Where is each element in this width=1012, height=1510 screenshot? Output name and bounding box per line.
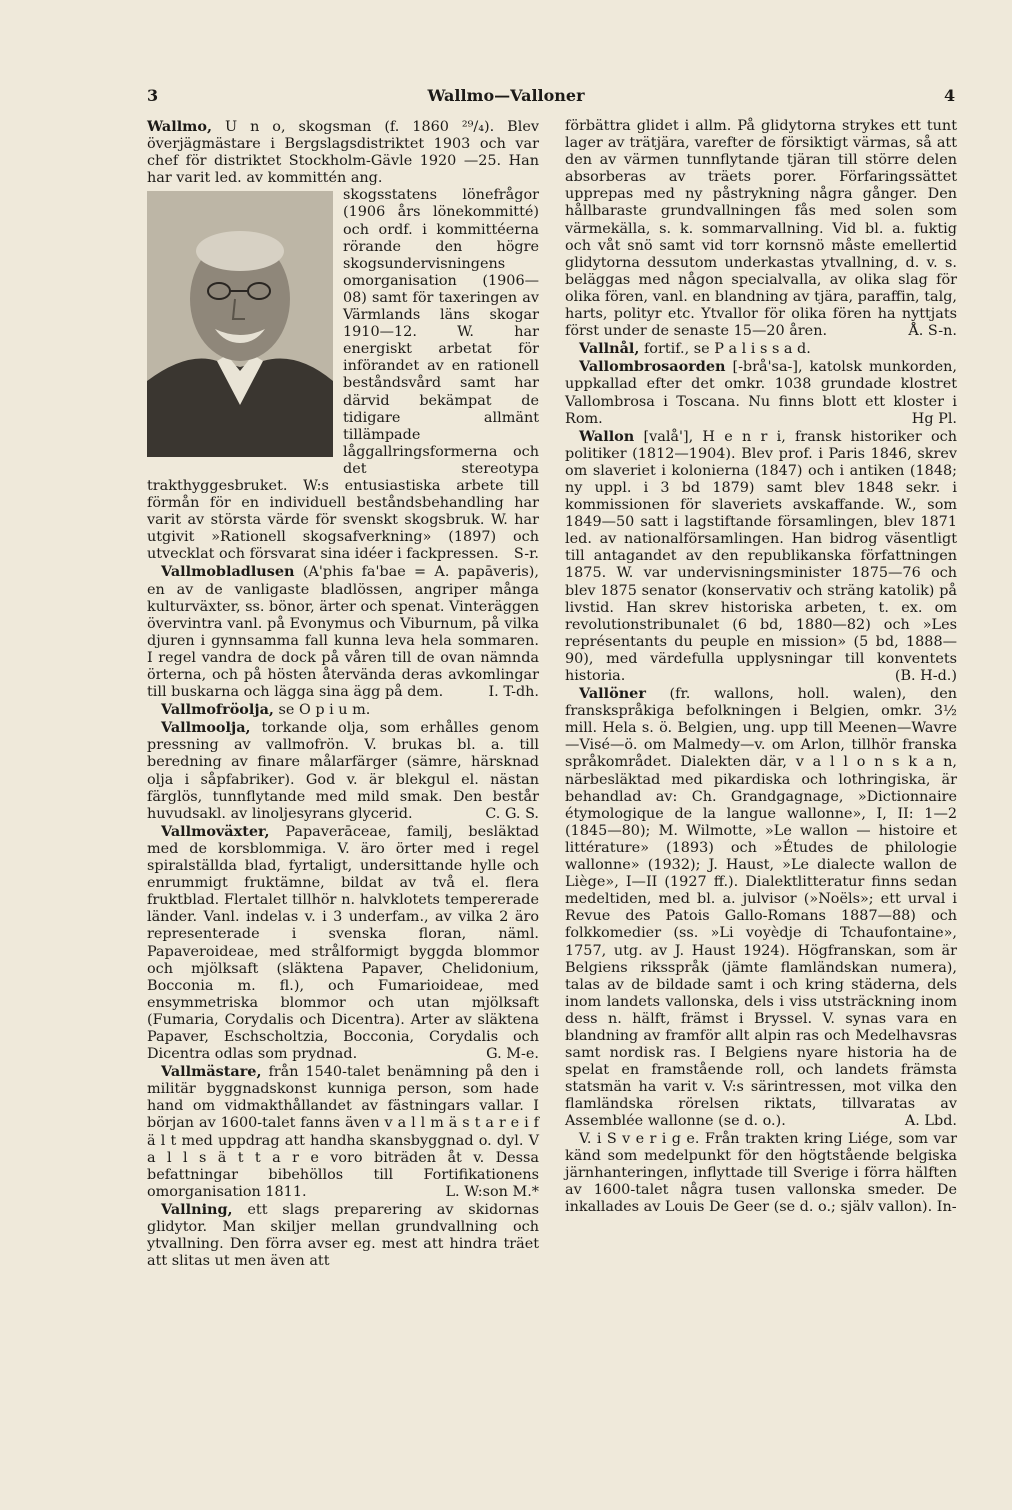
portrait-photo bbox=[147, 191, 333, 457]
entry-term: Wallmo, bbox=[147, 118, 213, 135]
entry-vallmofroolja bbox=[147, 701, 539, 719]
author-signature: S-r. bbox=[513, 546, 539, 563]
entry-text: se O p i u m. bbox=[278, 702, 371, 719]
author-signature: Å. S-n. bbox=[908, 323, 957, 340]
entry-text: (A'phis fa'bae = A. papāveris), en av de vanligaste bladlössen, angriper många kulturväxter, ss. bönor, ärter och spenat. Vinteräggen övervintra vanl. på Evonymus och Viburnum, på vilka djuren i gynnsamma fall kunna leva hela sommaren. I regel vandra de dock på våren till de ovan nämnda örterna, och på hösten återvända deras avkomlingar till buskarna och lägga sina ägg på dem. bbox=[147, 564, 539, 701]
author-signature: I. T-dh. bbox=[488, 684, 539, 701]
entry-text: Papaverāceae, familj, besläktad med de korsblommiga. V. äro örter med i regel spiralställda blad, fyrtaligt, undersittande hylle och enrummigt fruktämne, bildat av två el. flera fruktblad. Flertalet tillhör n. halvklotets tempererade länder. Vanl. indelas v. i 3 underfam., av vilka 2 äro representerade i svenska floran, näml. Papaveroideae, med strålformigt byggda blommor och mjölksaft (släktena Papaver, Chelidonium, Bocconia m. fl.), och Fumarioideae, med ensymmetriska blommor och utan mjölksaft (Fumaria, Corydalis och Dicentra). Arter av släktena Papaver, Eschscholtzia, Bocconia, Corydalis och Dicentra odlas som prydnad. bbox=[147, 823, 540, 1063]
entry-text: [-brå'sa-], katolsk munkorden, uppkallad efter det omkr. 1038 grundade klostret Vallombrosa i Toscana. Nu finns blott ett kloster i Rom. bbox=[565, 359, 957, 427]
entry-term: Vallombrosaorden bbox=[579, 358, 726, 376]
entry-term: Vallmofröolja, bbox=[161, 701, 274, 719]
author-signature: (B. H-d.) bbox=[894, 668, 957, 684]
entry-term: Vallmoväxter, bbox=[161, 822, 270, 840]
page-number-left: 3 bbox=[147, 86, 159, 105]
entry-text: V. i S v e r i g e. Från trakten kring Liége, som var känd som medelpunkt för den högtstående belgiska järnhanteringen, inflyttade till Sverige i förra hälften av 1600-talet några tusen vallonska smeder. De inkallades av Louis De Geer (se d. o.; själv vallon). In- bbox=[565, 1130, 957, 1215]
entry-term: Vallnål, bbox=[579, 340, 640, 358]
entry-text: skogsstatens lönefrågor (1906 års lönekommitté) och ordf. i kommittéerna rörande den högre skogsundervisningens omorganisation (1906—08) samt för taxeringen av Värmlands läns skogar 1910—12. W. har energiskt arbetat för införandet av en rationell beståndsvård samt har därvid bekämpat de tidigare allmänt tillämpade låggallringsformerna och det stereotypa trakthyggesbruket. W:s entusiastiska arbete till förmån för en individuell beståndsbehandling har varit av största värde för svenskt skogsbruk. W. har utgivit »Rationell skogsafverkning» (1897) och utvecklat och försvarat sina idéer i fackpressen. bbox=[147, 187, 539, 563]
entry-wallon bbox=[565, 428, 957, 685]
running-title: Wallmo—Valloner bbox=[427, 86, 585, 105]
entry-vallombrosaorden bbox=[565, 358, 957, 427]
entry-text: (fr. wallons, holl. walen), den franskspråkiga befolkningen i Belgien, omkr. 3½ mill. Hela s. ö. Belgien, ung. upp till Meenen—Wavre—Visé—ö. om Malmedy—v. om Arlon, tillhör franska språkområdet. Dialekten där, v a l l o n s k a n, närbesläktad med pikardiska och lothringiska, är behandlad av: Ch. Grandgagnage, »Dictionnaire étymologique de la langue wallonne», I, II: 1—2 (1845—80); M. Wilmotte, »Le wallon — histoire et littérature» (1893) och »Études de philologie wallonne» (1932); J. Haust, »Le dialecte wallon de Liège», I—II (1927 ff.). Dialektlitteratur finns sedan medeltiden, med bl. a. julvisor (»Noëls»; ett urval i Revue des Patois Gallo-Romans 1887—88) och folkkomedier (ss. »Li voyèdje di Tchaufontaine», 1757, utg. av J. Haust 1924). Högfranskan, som är Belgiens riksspråk (jämte flamländskan numera), talas av de bildade samt i och kring städerna, dels inom landets vallonska, dels i viss utsträckning inom dess n. hälft, främst i Bryssel. V. synas vara en blandning av framför allt alpin ras och Medelhavsras samt nordisk ras. I Belgiens nyare historia ha de spelat en framstående roll, och landets främsta statsmän ha varit v. V:s särintressen, mot vilka den flamländska rörelsen riktats, tillvaratas av Assemblée wallonne (se d. o.). bbox=[565, 686, 957, 1130]
entry-text: [valå'], H e n r i, fransk historiker och politiker (1812—1904). Blev prof. i Paris 1846, skrev om slaveriet i kolonierna (1847) och i antiken (1848; ny uppl. i 3 bd 1879) samt blev 1848 sekr. i kommissionen för slaveriets avskaffande. W., som 1849—50 satt i lagstiftande församlingen, blev 1871 led. av nationalförsamlingen. Han bidrog väsentligt till antagandet av den republikanska författningen 1875. W. var undervisningsminister 1875—76 och blev 1875 senator (konservativ och sträng katolik) på livstid. Han skrev historiska arbeten, t. ex. om revolutionstribunalet (6 bd, 1880—82) och »Les représentants du peuple en mission» (5 bd, 1888—90), med värdefulla upplysningar till konventets historia. bbox=[565, 428, 958, 684]
entry-text: ett slags preparering av skidornas glidytor. Man skiljer mellan grundvallning och ytvallning. Den förra avser eg. mest att hindra träet att slitas ut men även att bbox=[147, 1201, 539, 1270]
entry-vallning bbox=[147, 1201, 539, 1270]
entry-vallning-cont bbox=[565, 118, 957, 340]
left-column bbox=[147, 118, 539, 1270]
author-signature: G. M-e. bbox=[486, 1046, 539, 1063]
author-signature: C. G. S. bbox=[485, 805, 539, 822]
author-signature: L. W:son M.* bbox=[445, 1183, 539, 1200]
entry-valloner-sverige bbox=[565, 1131, 957, 1216]
entry-vallmastare bbox=[147, 1063, 539, 1201]
entry-term: Vallmobladlusen bbox=[161, 563, 295, 581]
right-column bbox=[565, 118, 957, 1216]
page-number-right: 4 bbox=[944, 86, 956, 105]
author-signature: Hg Pl. bbox=[911, 410, 957, 427]
entry-text: U n o, skogsman (f. 1860 ²⁹/₄). Blev överjägmästare i Bergslagsdistriktet 1903 och var chef för distriktet Stockholm-Gävle 1920 —25. Han har varit led. av kommittén ang. bbox=[147, 119, 539, 187]
author-signature: A. Lbd. bbox=[904, 1113, 957, 1130]
entry-text: förbättra glidet i allm. På glidytorna strykes ett tunt lager av trätjära, varefter de försiktigt värmas, så att den av värmen tunnflytande tjäran till större delen absorberas av träets porer. Förfaringssättet upprepas med ny påstrykning några gånger. Den hållbaraste grundvallningen fås med solen som värmekälla, s. k. sommarvallning. Vid bl. a. fuktig och våt snö samt vid torr kornsnö måste emellertid glidytorna dessutom underkastas ytvallning, d. v. s. beläggas med någon specialvalla, av olika slag för olika fören, vanl. en blandning av tjära, paraffin, talg, harts, polityr etc. Ytvallor för olika fören ha nyttjats först under de senaste 15—20 åren. bbox=[565, 118, 957, 340]
portrait-illustration bbox=[147, 191, 333, 457]
entry-valloner bbox=[565, 685, 957, 1130]
entry-text: fortif., se P a l i s s a d. bbox=[643, 341, 811, 358]
entry-vallmoolja bbox=[147, 719, 539, 823]
entry-vallmobladlusen bbox=[147, 563, 539, 701]
entry-text: från 1540-talet benämning på den i militär byggnadskonst kunniga person, som hade hand om vidmakthållandet av fästningars vallar. I början av 1600-talet fanns även v a l l m ä s t a r e i f ä l t med uppdrag att handha skansbyggnad o. dyl. V a l l s ä t t a r e voro biträden åt v. Dessa befattningar bibehöllos till Fortifikationens omorganisation 1811. bbox=[147, 1064, 540, 1200]
entry-wallmo bbox=[147, 118, 539, 187]
entry-term: Vallning, bbox=[161, 1200, 233, 1218]
entry-term: Vallöner bbox=[579, 685, 646, 703]
entry-term: Vallmästare, bbox=[161, 1063, 262, 1081]
entry-text: torkande olja, som erhålles genom pressning av vallmofrön. V. brukas bl. a. till beredning av finare målarfärger (sämre, härsknad olja i såpfabriker). God v. är blekgul el. nästan färglös, tunnflytande med mild smak. Den består huvudsakl. av linoljesyrans glycerid. bbox=[147, 720, 539, 822]
entry-vallnal bbox=[565, 340, 957, 358]
entry-vallmovaxter bbox=[147, 823, 539, 1063]
entry-term: Vallmoolja, bbox=[161, 719, 251, 737]
entry-term: Wallon bbox=[579, 427, 635, 445]
